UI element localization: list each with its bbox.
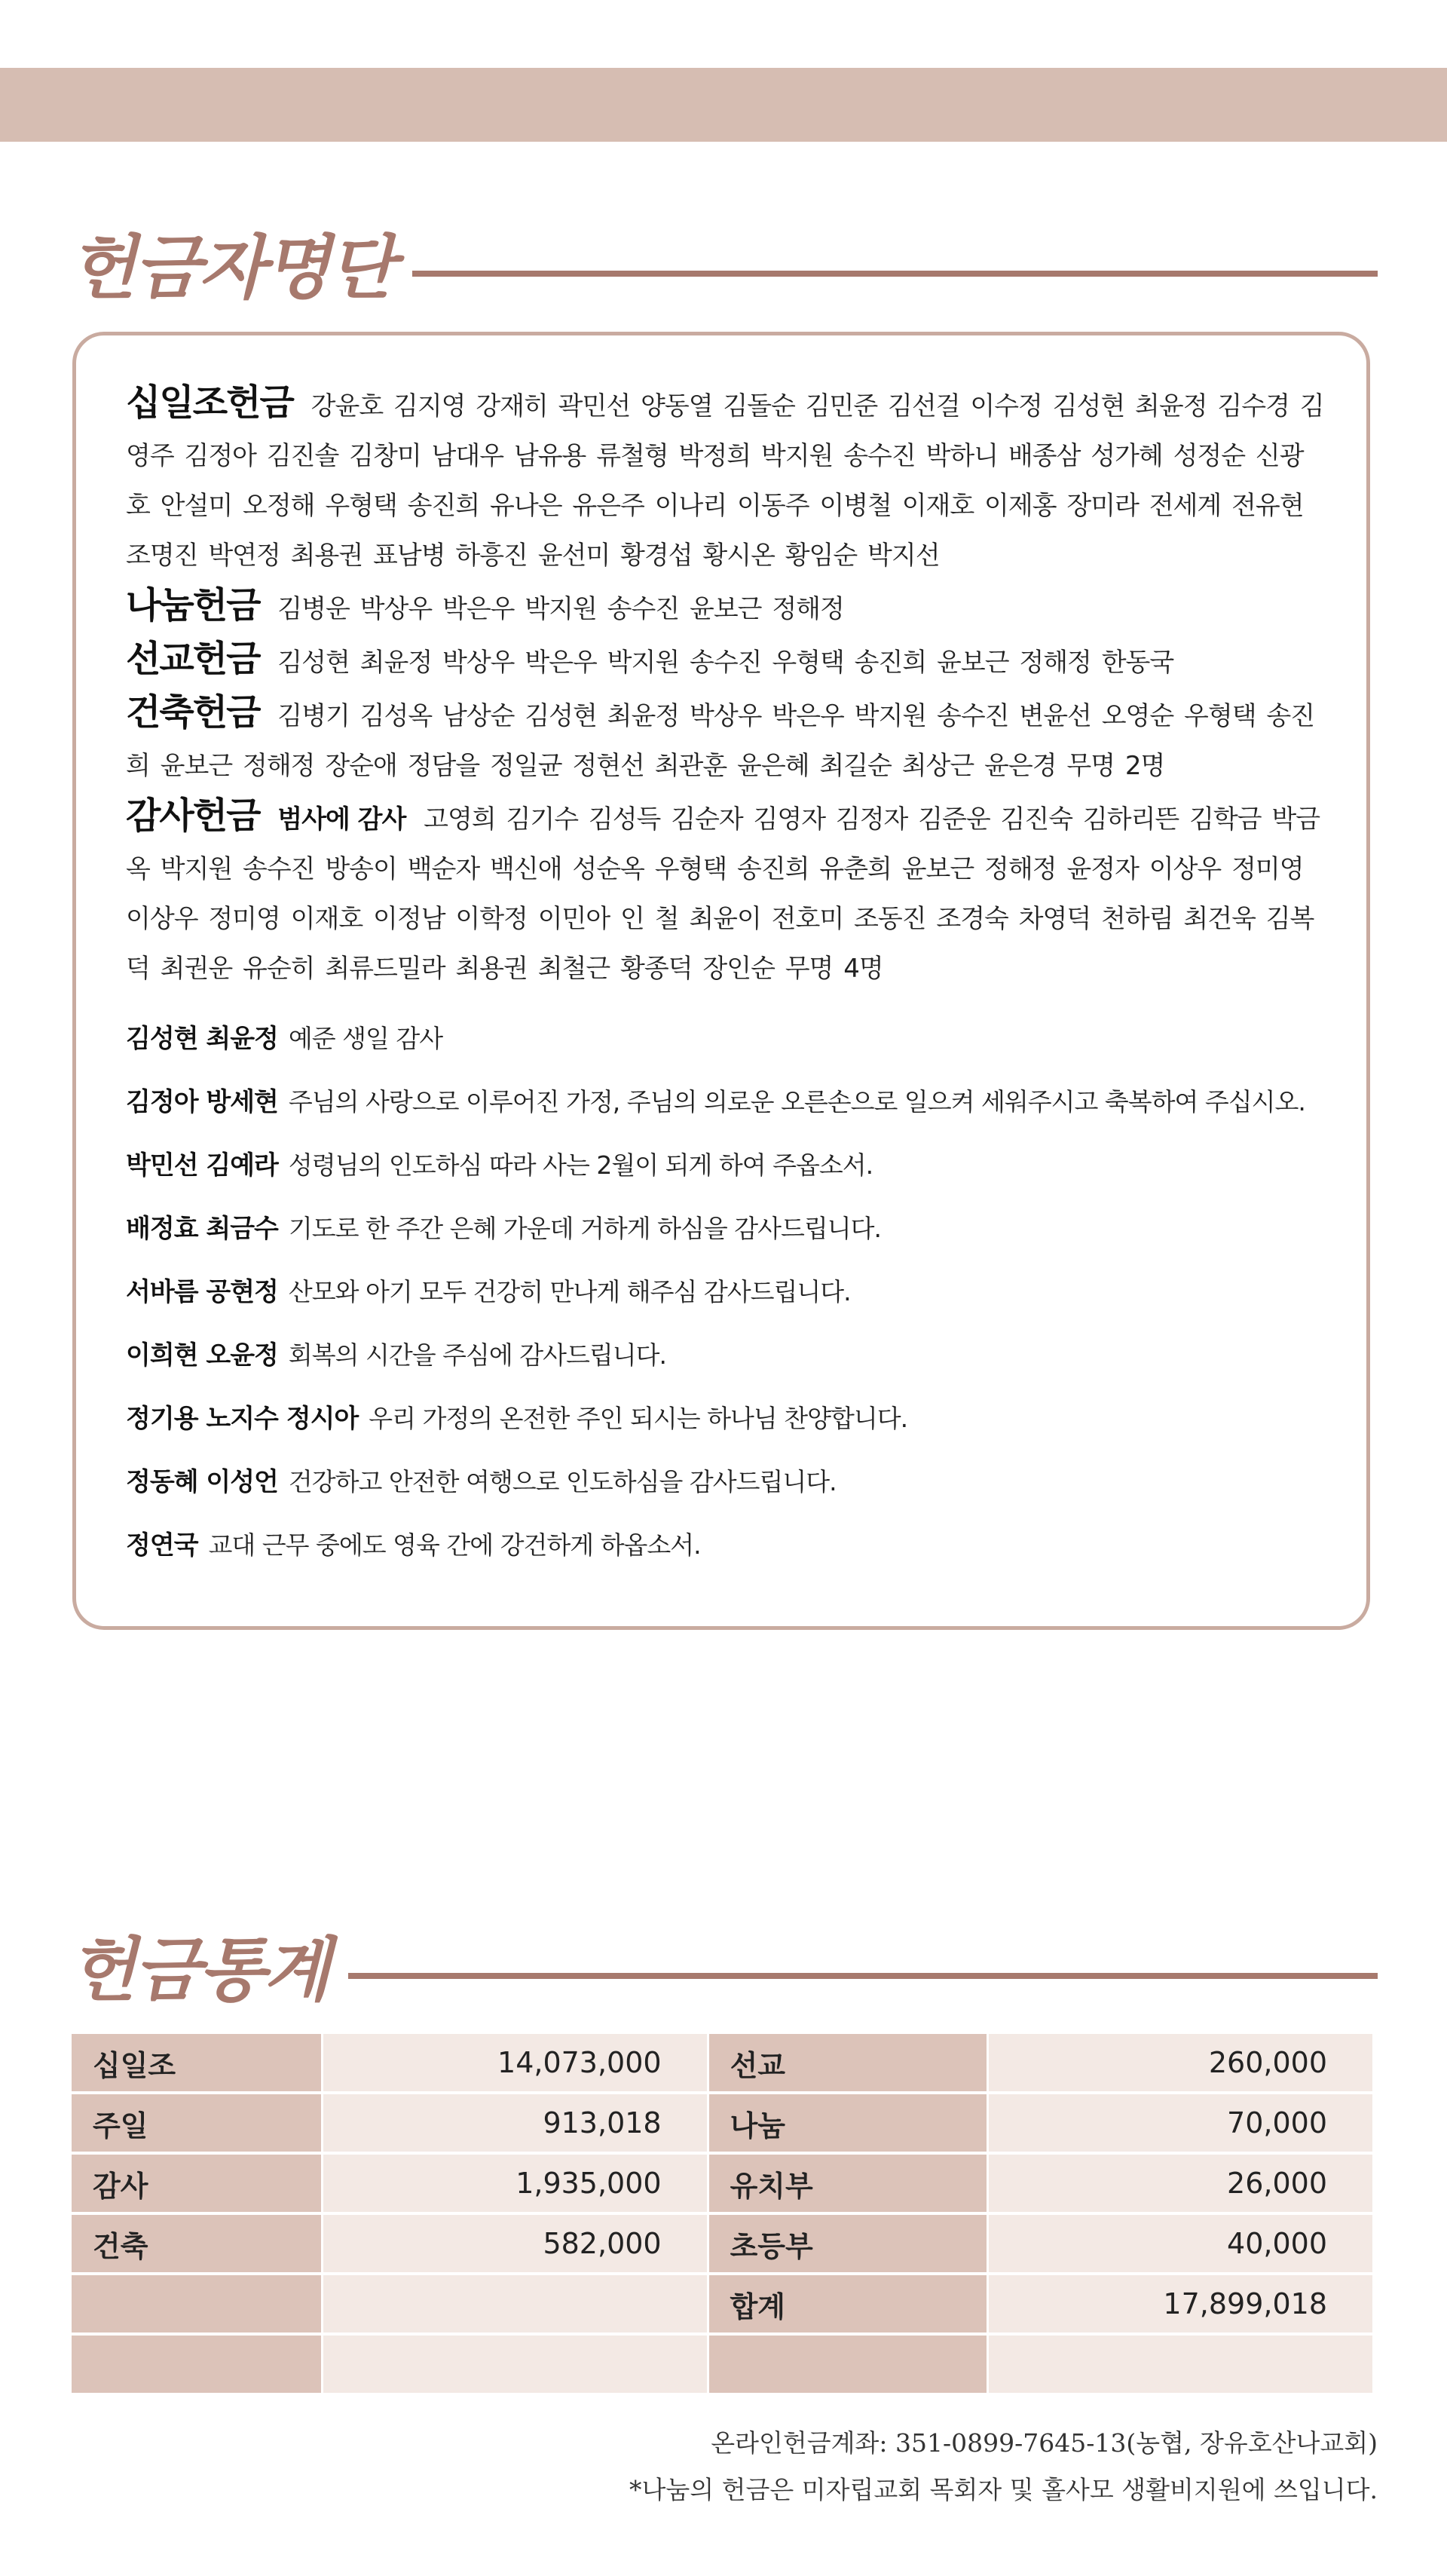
prayer-item bbox=[126, 1514, 1324, 1577]
prayer-donor: 정동혜 이성언 bbox=[126, 1467, 278, 1497]
mission-names: 김성현 최윤정 박상우 박은우 박지원 송수진 우형택 송진희 윤보근 정해정 한동국 bbox=[277, 648, 1174, 678]
prayer-text: 기도로 한 주간 은혜 가운데 거하게 하심을 감사드립니다. bbox=[288, 1214, 882, 1243]
sharing-label: 나눔헌금 bbox=[126, 584, 260, 626]
stats-title-row bbox=[69, 1915, 1378, 2014]
offering-roster-box bbox=[72, 332, 1370, 1630]
stat-label: 유치부 bbox=[709, 2155, 987, 2212]
stat-value bbox=[323, 2275, 707, 2332]
roster-title-row bbox=[69, 213, 1378, 312]
prayer-donor: 박민선 김예라 bbox=[126, 1150, 278, 1181]
stat-label: 선교 bbox=[709, 2034, 987, 2091]
sharing-note-text: *나눔의 헌금은 미자립교회 목회자 및 홀사모 생활비지원에 쓰입니다. bbox=[629, 2475, 1378, 2504]
thanks-sublabel: 범사에 감사 bbox=[277, 804, 406, 835]
prayer-text: 산모와 아기 모두 건강히 만나게 해주심 감사드립니다. bbox=[288, 1277, 851, 1306]
prayer-item bbox=[126, 1324, 1324, 1387]
stat-value bbox=[323, 2336, 707, 2393]
table-row bbox=[72, 2034, 1372, 2091]
prayer-donor: 정기용 노지수 정시아 bbox=[126, 1404, 359, 1434]
table-row bbox=[72, 2094, 1372, 2152]
mission-label: 선교헌금 bbox=[126, 638, 260, 680]
building-label: 건축헌금 bbox=[126, 691, 260, 734]
prayer-text: 주님의 사랑으로 이루어진 가정, 주님의 의로운 오른손으로 일으켜 세워주시고 축복하여 주십시오. bbox=[288, 1087, 1305, 1116]
prayer-donor: 김정아 방세현 bbox=[126, 1087, 278, 1117]
prayer-donor: 김성현 최윤정 bbox=[126, 1024, 278, 1054]
sharing-names: 김병운 박상우 박은우 박지원 송수진 윤보근 정해정 bbox=[277, 594, 844, 624]
stat-value: 913,018 bbox=[323, 2094, 707, 2152]
stat-label: 주일 bbox=[72, 2094, 321, 2152]
prayer-donor: 정연국 bbox=[126, 1530, 198, 1561]
prayer-item bbox=[126, 1007, 1324, 1071]
stat-value bbox=[989, 2336, 1372, 2393]
prayer-text: 회복의 시간을 주심에 감사드립니다. bbox=[288, 1340, 667, 1370]
stat-label: 나눔 bbox=[709, 2094, 987, 2152]
tithe-label: 십일조헌금 bbox=[126, 381, 293, 424]
prayer-text: 예준 생일 감사 bbox=[288, 1024, 443, 1053]
thanks-paragraph bbox=[126, 791, 1324, 994]
offering-stats-table bbox=[69, 2031, 1375, 2396]
tithe-names: 강윤호 김지영 강재히 곽민선 양동열 김돌순 김민준 김선걸 이수정 김성현 최윤정 김수경 김영주 김정아 김진솔 김창미 남대우 남유용 류철형 박정희 박지원 송수진 박하니 배종삼 성가혜 성정순 신광호 안설미 오정해 우형택 송진희 유나은 유은주 이나리 이동주 이병철 이재호 이제홍 장미라 전세계 전유현 조명진 박연정 최용권 표남병 하흥진 윤선미 황경섭 황시온 황임순 박지선 bbox=[126, 391, 1324, 571]
stat-value: 26,000 bbox=[989, 2155, 1372, 2212]
stat-label: 초등부 bbox=[709, 2215, 987, 2272]
stats-title-rule bbox=[348, 1973, 1378, 1979]
stat-label: 건축 bbox=[72, 2215, 321, 2272]
prayer-item bbox=[126, 1260, 1324, 1324]
prayer-text: 건강하고 안전한 여행으로 인도하심을 감사드립니다. bbox=[288, 1467, 837, 1496]
sharing-paragraph bbox=[126, 580, 1324, 634]
tithe-paragraph bbox=[126, 378, 1324, 580]
stat-label bbox=[72, 2336, 321, 2393]
prayer-item bbox=[126, 1387, 1324, 1450]
stat-value: 14,073,000 bbox=[323, 2034, 707, 2091]
stat-label bbox=[72, 2275, 321, 2332]
prayer-text: 우리 가정의 온전한 주인 되시는 하나님 찬양합니다. bbox=[369, 1404, 908, 1433]
mission-paragraph bbox=[126, 634, 1324, 688]
stat-label: 감사 bbox=[72, 2155, 321, 2212]
stat-value: 260,000 bbox=[989, 2034, 1372, 2091]
stat-value: 1,935,000 bbox=[323, 2155, 707, 2212]
top-decorative-band bbox=[0, 68, 1447, 142]
thanks-names: 고영희 김기수 김성득 김순자 김영자 김정자 김준운 김진숙 김하리뜬 김학금 박금옥 박지원 송수진 방송이 백순자 백신애 성순옥 우형택 송진희 유춘희 윤보근 정해정 윤정자 이상우 정미영 이상우 정미영 이재호 이정남 이학정 이민아 인 철 최윤이 전호미 조동진 조경숙 차영덕 천하림 최건욱 김복덕 최권운 유순히 최류드밀라 최용권 최철근 황종덕 장인순 무명 4명 bbox=[126, 804, 1320, 984]
prayer-text: 교대 근무 중에도 영육 간에 강건하게 하옵소서. bbox=[208, 1530, 701, 1560]
footer-notes bbox=[629, 2420, 1378, 2513]
building-names: 김병기 김성옥 남상순 김성현 최윤정 박상우 박은우 박지원 송수진 변윤선 오영순 우형택 송진희 윤보근 정해정 장순애 정담을 정일균 정현선 최관훈 윤은혜 최길순 최상근 윤은경 무명 2명 bbox=[126, 701, 1315, 781]
stat-total-label: 합계 bbox=[709, 2275, 987, 2332]
thanks-label: 감사헌금 bbox=[126, 795, 260, 837]
prayer-donor: 이희현 오윤정 bbox=[126, 1340, 278, 1371]
stats-section-title: 헌금통계 bbox=[69, 1930, 329, 2011]
stat-value: 70,000 bbox=[989, 2094, 1372, 2152]
stat-total-value: 17,899,018 bbox=[989, 2275, 1372, 2332]
prayer-donor: 서바름 공현정 bbox=[126, 1277, 278, 1307]
roster-title-rule bbox=[412, 271, 1378, 277]
prayer-item bbox=[126, 1197, 1324, 1260]
table-row bbox=[72, 2215, 1372, 2272]
prayer-text: 성령님의 인도하심 따라 사는 2월이 되게 하여 주옵소서. bbox=[288, 1150, 873, 1180]
roster-section-title: 헌금자명단 bbox=[69, 228, 393, 308]
table-row bbox=[72, 2155, 1372, 2212]
stat-label bbox=[709, 2336, 987, 2393]
stat-value: 582,000 bbox=[323, 2215, 707, 2272]
stat-label: 십일조 bbox=[72, 2034, 321, 2091]
table-row bbox=[72, 2336, 1372, 2393]
prayer-item bbox=[126, 1071, 1324, 1134]
prayer-item bbox=[126, 1450, 1324, 1514]
prayer-donor: 배정효 최금수 bbox=[126, 1214, 278, 1244]
building-paragraph bbox=[126, 688, 1324, 791]
prayer-item bbox=[126, 1134, 1324, 1197]
stat-value: 40,000 bbox=[989, 2215, 1372, 2272]
table-row bbox=[72, 2275, 1372, 2332]
online-account-text: 온라인헌금계좌: 351-0899-7645-13(농협, 장유호산나교회) bbox=[711, 2428, 1378, 2458]
